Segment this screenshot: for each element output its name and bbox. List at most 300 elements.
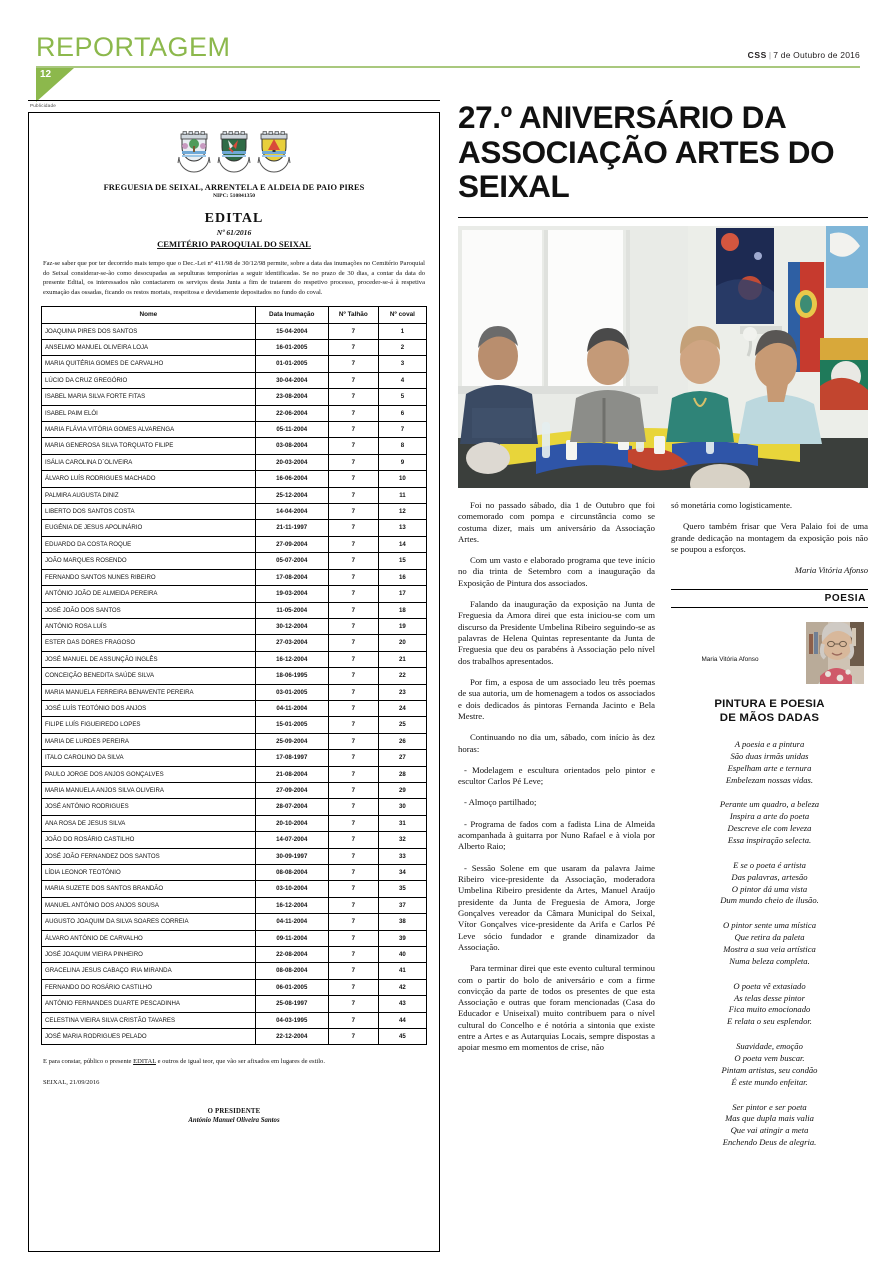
article-column-left [458,500,655,1149]
coat-of-arms-arrentela-icon [216,131,252,177]
table-row [42,471,427,487]
cell-data-inumacao: 03-10-2004 [255,881,328,897]
cell-coval: 2 [378,340,426,356]
cell-nome: JOÃO DO ROSÁRIO CASTILHO [42,832,256,848]
cell-data-inumacao: 20-03-2004 [255,454,328,470]
poem-title [671,698,868,726]
president-name: António Manuel Oliveira Santos [188,1117,280,1125]
table-row [42,881,427,897]
cell-nome: JOSÉ JOÃO DOS SANTOS [42,602,256,618]
poem-line: Dum mundo cheio de ilusão. [720,895,819,906]
column-header-talhao: Nº Talhão [328,307,378,323]
cell-data-inumacao: 21-08-2004 [255,766,328,782]
cell-coval: 22 [378,668,426,684]
cell-data-inumacao: 19-03-2004 [255,586,328,602]
cell-talhao: 7 [328,996,378,1012]
cell-data-inumacao: 01-01-2005 [255,356,328,372]
poem-author-photo [806,622,864,684]
cell-coval: 44 [378,1012,426,1028]
cell-talhao: 7 [328,389,378,405]
burial-records-body [42,323,427,1045]
table-row [42,832,427,848]
cell-coval: 31 [378,815,426,831]
poem-line: É este mundo enfeitar. [731,1076,808,1087]
cell-data-inumacao: 05-07-2004 [255,553,328,569]
table-row [42,963,427,979]
article-paragraph: - Almoço partilhado; [464,797,537,808]
cell-coval: 26 [378,733,426,749]
table-row [42,897,427,913]
poem-line: Essa inspiração selecta. [727,835,812,845]
cell-talhao: 7 [328,602,378,618]
article-photo [458,226,868,488]
cell-coval: 20 [378,635,426,651]
edital-subtitle: CEMITÉRIO PAROQUIAL DO SEIXAL [157,239,311,249]
poem-line: A poesia e a pintura [734,738,805,749]
cell-nome: ESTER DAS DORES FRAGOSO [42,635,256,651]
article-paragraph: Continuando no dia um, sábado, com início às dez horas: [458,732,655,754]
table-row [42,750,427,766]
cell-coval: 13 [378,520,426,536]
poem-line: O pintor sente uma mística [722,920,817,931]
cell-coval: 29 [378,782,426,798]
table-row [42,602,427,618]
cell-nome: ANTÓNIO JOÃO DE ALMEIDA PEREIRA [42,586,256,602]
cell-talhao: 7 [328,422,378,438]
publication-brand: CSS [747,50,767,60]
cell-talhao: 7 [328,405,378,421]
cell-data-inumacao: 03-08-2004 [255,438,328,454]
poem-title-line-2: DE MÃOS DADAS [719,712,820,725]
cell-talhao: 7 [328,454,378,470]
cell-coval: 19 [378,618,426,634]
article-paragraph: Falando da inauguração da exposição na Junta de Freguesia da Amora direi que esta iniciou-se com um discurso da Presidente Umbelina Ribeiro seguindo-se as palavras de Helena Quintas representante da Junta de Freguesia que deu os parabéns à Associação pelo nível dos trabalhos apresentados. [458,599,655,666]
cell-coval: 6 [378,405,426,421]
cell-coval: 34 [378,865,426,881]
cell-coval: 25 [378,717,426,733]
poem-line: Fica muito emocionado [728,1004,811,1015]
cell-coval: 45 [378,1029,426,1045]
section-title: REPORTAGEM [36,32,231,62]
cell-nome: FERNANDO DO ROSÁRIO CASTILHO [42,979,256,995]
table-row [42,684,427,700]
cell-nome: ITALO CAROLINO DA SILVA [42,750,256,766]
cell-data-inumacao: 22-12-2004 [255,1029,328,1045]
cell-nome: ANTÓNIO ROSA LUÍS [42,618,256,634]
cell-data-inumacao: 30-09-1997 [255,848,328,864]
page-number-flag [36,68,74,102]
article-paragraph: Quero também frisar que Vera Palaio foi de uma grande dedicação na montagem da exposição pois não se poupou a esforços. [671,521,868,554]
issue-date: 7 de Outubro de 2016 [773,50,860,60]
cell-talhao: 7 [328,668,378,684]
headline-divider [458,217,868,218]
cell-coval: 24 [378,700,426,716]
cell-coval: 3 [378,356,426,372]
cell-nome: PALMIRA AUGUSTA DINIZ [42,487,256,503]
table-row [42,700,427,716]
article-paragraph: Para terminar direi que este evento cultural terminou com o partir do bolo de aniversário e com a firme convicção da parte de todos os presentes de que esta Associação e outras que foram mencionadas (Casa do Educador e Uniseixal) muito contribuem para o nível cultural do Concelho e é notória a sintonia que existe entre a Artes e as Autarquias Locais, sempre dispostas a apoiar mesmo em momentos de crise, não [458,963,655,1053]
cell-talhao: 7 [328,356,378,372]
cell-talhao: 7 [328,914,378,930]
poem-line: E relata o seu esplendor. [727,1016,812,1027]
coat-of-arms-paio-pires-icon [256,131,292,177]
poesia-bottom-rule [671,607,868,608]
cell-data-inumacao: 11-05-2004 [255,602,328,618]
cell-coval: 40 [378,947,426,963]
cell-talhao: 7 [328,832,378,848]
cell-nome: ISABEL MARIA SILVA FORTE FITAS [42,389,256,405]
cell-coval: 16 [378,569,426,585]
poem-line: O poeta vê extasiado [733,980,806,991]
cell-data-inumacao: 03-01-2005 [255,684,328,700]
poem-line: Embelezam nossas vidas. [725,774,814,785]
cell-nome: ANTÓNIO FERNANDES DUARTE PESCADINHA [42,996,256,1012]
table-row [42,914,427,930]
cell-data-inumacao: 16-06-2004 [255,471,328,487]
closing-edital-word: EDITAL [133,1058,156,1066]
cell-nome: MARIA QUITÉRIA GOMES DE CARVALHO [42,356,256,372]
cell-coval: 23 [378,684,426,700]
cell-nome: LIBERTO DOS SANTOS COSTA [42,504,256,520]
poem-line: Numa beleza completa. [729,955,810,966]
table-row [42,996,427,1012]
cell-data-inumacao: 16-12-2004 [255,897,328,913]
table-row [42,422,427,438]
ad-top-rule [28,100,440,101]
poem-line: Mas que dupla mais valia [725,1113,814,1124]
table-row [42,487,427,503]
article-paragraph: - Programa de fados com a fadista Lina de Almeida acompanhada à guitarra por Nuno Rafael e à viola por Alberto Raio; [458,818,655,852]
poem-line: Espelham arte e ternura [727,762,812,773]
article-paragraph: Foi no passado sábado, dia 1 de Outubro que foi comemorado com pompa e circunstância como se costuma dizer, mais um aniversário da Associação Artes. [458,499,655,544]
cell-talhao: 7 [328,717,378,733]
cell-nome: FILIPE LUÍS FIGUEIREDO LOPES [42,717,256,733]
table-row [42,372,427,388]
cell-coval: 37 [378,897,426,913]
table-row [42,405,427,421]
cell-nome: CONCEIÇÃO BENEDITA SAÚDE SILVA [42,668,256,684]
cell-talhao: 7 [328,471,378,487]
cell-coval: 17 [378,586,426,602]
cell-nome: AUGUSTO JOAQUIM DA SILVA SOARES CORREIA [42,914,256,930]
closing-prefix: E para constar, público o presente [43,1058,134,1066]
poem-author-name: Maria Vitória Afonso [701,656,759,664]
article-headline: 27.º ANIVERSÁRIO DA ASSOCIAÇÃO ARTES DO SEIXAL [458,99,835,205]
cell-data-inumacao: 17-08-1997 [255,750,328,766]
cell-data-inumacao: 21-11-1997 [255,520,328,536]
cell-nome: ANSELMO MANUEL OLIVEIRA LOJA [42,340,256,356]
cell-data-inumacao: 14-04-2004 [255,504,328,520]
cell-nome: ÁLVARO ANTÓNIO DE CARVALHO [42,930,256,946]
cell-nome: MANUEL ANTÓNIO DOS ANJOS SOUSA [42,897,256,913]
table-row [42,947,427,963]
poem-line: Que vai atingir a meta [730,1125,809,1136]
article-paragraph: - Modelagem e escultura orientados pelo pintor e escultor Carlos Pé Leve; [458,764,655,787]
masthead-issue-info [748,50,860,60]
cell-coval: 9 [378,454,426,470]
table-row [42,340,427,356]
cell-coval: 10 [378,471,426,487]
freguesia-nipc: NIPC: 510841350 [212,193,256,199]
cell-nome: JOSÉ JOÃO FERNANDEZ DOS SANTOS [42,848,256,864]
article-paragraph: Com um vasto e elaborado programa que teve início no dia trinta de Setembro com a inauguração da Exposição de Pintura dos associados. [458,555,655,588]
table-row [42,1012,427,1028]
president-label: O PRESIDENTE [207,1108,261,1116]
cell-data-inumacao: 06-01-2005 [255,979,328,995]
edital-closing-text [41,1057,427,1067]
cell-nome: JOSÉ MARIA RODRIGUES PELADO [42,1029,256,1045]
cell-coval: 1 [378,323,426,339]
article-paragraph: - Sessão Solene em que usaram da palavra Jaime Ribeiro vice-presidente da Associação, moderadora Umbelina Ribeiro presidente da Artes, Manuel Araújo presidente da Junta de Freguesia de Amora, Jorge Gonçalves vereador da Câmara Municipal do Seixal, Vítor Gonçalves vice-presidente da Arifa e Carlos Pé Leve sócio fundador e grande dinamizador da Associação. [458,862,655,952]
cell-coval: 14 [378,536,426,552]
cell-coval: 38 [378,914,426,930]
table-row [42,733,427,749]
poem-line: O poeta vem buscar. [734,1053,805,1064]
cell-nome: MARIA DE LURDES PEREIRA [42,733,256,749]
cell-coval: 12 [378,504,426,520]
table-row [42,504,427,520]
cell-data-inumacao: 08-08-2004 [255,865,328,881]
cell-talhao: 7 [328,569,378,585]
president-signature-block [41,1108,427,1124]
cell-talhao: 7 [328,799,378,815]
masthead [0,0,896,92]
cell-data-inumacao: 16-01-2005 [255,340,328,356]
burial-records-table [41,306,427,1045]
poem-stanza [671,1102,868,1149]
table-row [42,389,427,405]
poem-line: O pintor dá uma vista [731,883,808,894]
cell-nome: ANA ROSA DE JESUS SILVA [42,815,256,831]
cell-nome: LÍDIA LEONOR TEOTÓNIO [42,865,256,881]
cell-coval: 33 [378,848,426,864]
freguesia-name: FREGUESIA DE SEIXAL, ARRENTELA E ALDEIA DE PAIO PIRES [103,183,365,192]
edital-body-text: Faz-se saber que por ter decorrido mais tempo que o Dec.-Lei nº 411/98 de 30/12/98 permite, sobre a data das inumações no Cemitério Paroquial do Seixal considerar-se-ão como desocupadas as sepulturas temporárias a seguir identificadas. Se no prazo de 30 dias, a contar da data do presente Edital, os interessados não contactarem os serviços desta Junta a fim de tratarem do respetivo processo, proceder-se-á à respetiva exumação das ossadas, ficando os restos mortais, respeitosa e devidamente depositados no fundo do coval. [43,260,425,296]
cell-coval: 8 [378,438,426,454]
cell-coval: 11 [378,487,426,503]
cell-talhao: 7 [328,635,378,651]
poem-line: Perante um quadro, a beleza [719,799,820,810]
cell-talhao: 7 [328,865,378,881]
cell-talhao: 7 [328,372,378,388]
article-column-right [671,500,868,1149]
cell-nome: CELESTINA VIEIRA SILVA CRISTÃO TAVARES [42,1012,256,1028]
cell-talhao: 7 [328,487,378,503]
cell-talhao: 7 [328,897,378,913]
table-row [42,668,427,684]
cell-talhao: 7 [328,536,378,552]
cell-nome: JOSÉ MANUEL DE ASSUNÇÃO INGLÊS [42,651,256,667]
cell-data-inumacao: 23-08-2004 [255,389,328,405]
cell-data-inumacao: 14-07-2004 [255,832,328,848]
cell-data-inumacao: 27-09-2004 [255,536,328,552]
cell-coval: 7 [378,422,426,438]
cell-coval: 21 [378,651,426,667]
column-header-nome: Nome [42,307,256,323]
table-row [42,815,427,831]
cell-data-inumacao: 04-11-2004 [255,914,328,930]
table-row [42,799,427,815]
poem-stanza [671,860,868,907]
cell-talhao: 7 [328,504,378,520]
article-column [458,100,868,1149]
poem-line: Inspira a arte do poeta [729,811,810,822]
cell-nome: JOAQUINA PIRES DOS SANTOS [42,323,256,339]
cell-coval: 4 [378,372,426,388]
poem-stanzas [671,739,868,1149]
cell-talhao: 7 [328,586,378,602]
article-byline: Maria Vitória Afonso [794,565,868,576]
cell-data-inumacao: 18-06-1995 [255,668,328,684]
cell-data-inumacao: 28-07-2004 [255,799,328,815]
cell-nome: LÚCIO DA CRUZ GREGÓRIO [42,372,256,388]
cell-data-inumacao: 25-08-1997 [255,996,328,1012]
cell-data-inumacao: 08-08-2004 [255,963,328,979]
cell-data-inumacao: 09-11-2004 [255,930,328,946]
cell-talhao: 7 [328,684,378,700]
table-row [42,438,427,454]
cell-talhao: 7 [328,520,378,536]
cell-coval: 27 [378,750,426,766]
table-row [42,618,427,634]
coat-of-arms-seixal-icon [176,131,212,177]
poem-line: Das palavras, artesão [731,871,808,882]
poem-author-row [671,620,868,686]
cell-data-inumacao: 15-04-2004 [255,323,328,339]
column-header-data-inumacao: Data Inumação [255,307,328,323]
cell-nome: MARIA MANUELA ANJOS SILVA OLIVEIRA [42,782,256,798]
table-row [42,865,427,881]
table-row [42,782,427,798]
cell-data-inumacao: 04-03-1995 [255,1012,328,1028]
cell-data-inumacao: 25-09-2004 [255,733,328,749]
table-row [42,323,427,339]
cell-talhao: 7 [328,340,378,356]
table-row [42,1029,427,1045]
poem-line: Ser pintor e ser poeta [732,1101,807,1112]
poem-line: Enchendo Deus de alegria. [722,1137,817,1148]
cell-nome: FERNANDO SANTOS NUNES RIBEIRO [42,569,256,585]
ad-label: Publicidade [30,103,56,108]
cell-nome: EUGÉNIA DE JESUS APOLINÁRIO [42,520,256,536]
cell-talhao: 7 [328,323,378,339]
cell-talhao: 7 [328,1029,378,1045]
cell-talhao: 7 [328,766,378,782]
cell-data-inumacao: 20-10-2004 [255,815,328,831]
masthead-divider [36,66,860,68]
cell-talhao: 7 [328,881,378,897]
cell-data-inumacao: 30-12-2004 [255,618,328,634]
right-column-paragraphs [671,500,868,555]
table-row [42,930,427,946]
cell-coval: 35 [378,881,426,897]
cell-nome: EDUARDO DA COSTA ROQUE [42,536,256,552]
cell-nome: MARIA GENEROSA SILVA TORQUATO FILIPE [42,438,256,454]
poem-title-line-1: PINTURA E POESIA [714,698,825,711]
article-paragraph: só monetária como logisticamente. [671,499,793,510]
poem-stanza [671,920,868,967]
cell-data-inumacao: 04-11-2004 [255,700,328,716]
cell-data-inumacao: 22-06-2004 [255,405,328,421]
cell-nome: GRACELINA JESUS CABAÇO IRIA MIRANDA [42,963,256,979]
closing-suffix: e outros de igual teor, que vão ser afixados em lugares de estilo. [155,1058,325,1066]
table-header-row [42,307,427,323]
cell-coval: 42 [378,979,426,995]
poesia-section-label: POESIA [824,593,866,605]
cell-talhao: 7 [328,438,378,454]
advertisement-column [28,100,440,1252]
cell-data-inumacao: 27-03-2004 [255,635,328,651]
table-row [42,520,427,536]
poem-line: Mostra a sua veia artística [723,944,816,955]
article-paragraph: Por fim, a esposa de um associado leu três poemas de sua autoria, um de homenagem a todos os associados e dois dedicados ás pintoras Fernanda Jacinto e Bela Mestre. [458,676,655,721]
poem-line: Pintam artistas, seu condão [721,1064,818,1075]
table-row [42,979,427,995]
cell-talhao: 7 [328,1012,378,1028]
poem-line: Suavidade, emoção [736,1041,803,1052]
column-header-coval: Nº coval [378,307,426,323]
cell-nome: JOÃO MARQUES ROSENDO [42,553,256,569]
page-number: 12 [40,69,52,80]
cell-data-inumacao: 15-01-2005 [255,717,328,733]
table-row [42,553,427,569]
cell-data-inumacao: 27-09-2004 [255,782,328,798]
poem-stanza [671,739,868,786]
cell-nome: MARIA MANUELA FERREIRA BENAVENTE PEREIRA [42,684,256,700]
cell-talhao: 7 [328,963,378,979]
cell-nome: MARIA FLÁVIA VITÓRIA GOMES ALVARENGA [42,422,256,438]
cell-data-inumacao: 17-08-2004 [255,569,328,585]
cell-coval: 43 [378,996,426,1012]
edital-title: EDITAL [204,211,264,226]
cell-talhao: 7 [328,700,378,716]
cell-talhao: 7 [328,733,378,749]
cell-data-inumacao: 22-08-2004 [255,947,328,963]
cell-coval: 5 [378,389,426,405]
edital-number: Nº 61/2016 [216,228,252,237]
edital-place-date: SEIXAL, 21/09/2016 [43,1079,100,1087]
cell-talhao: 7 [328,618,378,634]
cell-coval: 18 [378,602,426,618]
poem-line: E se o poeta é artista [733,859,806,870]
cell-coval: 39 [378,930,426,946]
cell-data-inumacao: 16-12-2004 [255,651,328,667]
table-row [42,635,427,651]
table-row [42,569,427,585]
cell-data-inumacao: 05-11-2004 [255,422,328,438]
cell-coval: 41 [378,963,426,979]
cell-talhao: 7 [328,750,378,766]
table-row [42,651,427,667]
cell-talhao: 7 [328,930,378,946]
cell-talhao: 7 [328,979,378,995]
cell-nome: ISÁLIA CAROLINA D`OLIVEIRA [42,454,256,470]
cell-nome: JOSÉ LUÍS TEOTÓNIO DOS ANJOS [42,700,256,716]
table-row [42,848,427,864]
cell-coval: 30 [378,799,426,815]
cell-data-inumacao: 25-12-2004 [255,487,328,503]
poem-line: Descreve ele com leveza [727,823,812,834]
poem-stanza [671,981,868,1028]
cell-nome: JOSÉ JOAQUIM VIEIRA PINHEIRO [42,947,256,963]
table-row [42,586,427,602]
poem-line: São duas irmãs unidas [730,750,809,761]
coat-of-arms-group [41,131,427,177]
table-row [42,454,427,470]
cell-talhao: 7 [328,848,378,864]
cell-nome: MARIA SUZETE DOS SANTOS BRANDÃO [42,881,256,897]
poem-stanza [671,1041,868,1088]
